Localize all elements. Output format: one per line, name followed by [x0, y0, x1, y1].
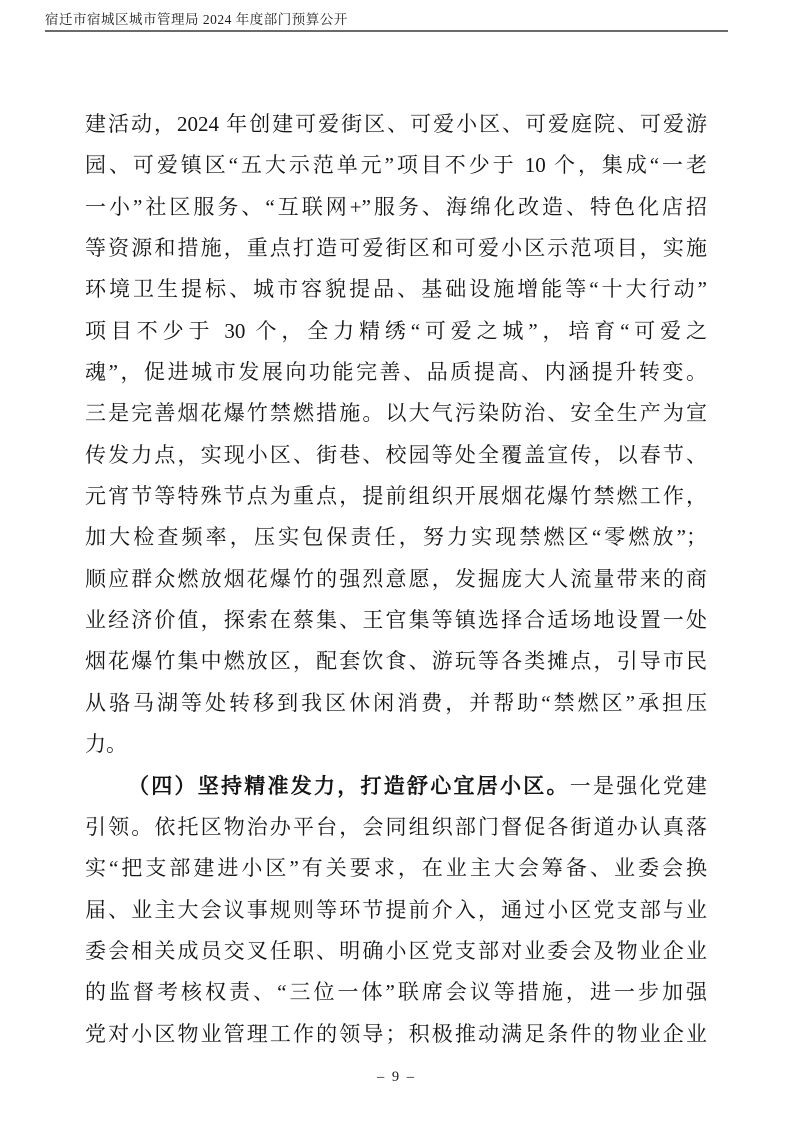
text-line — [85, 476, 707, 517]
text-run: 三是完善烟花爆竹禁燃措施。以大气污染防治、安全生产为宣 — [85, 401, 707, 426]
text-run: 魂”，促进城市发展向功能完善、品质提高、内涵提升转变。 — [85, 360, 707, 385]
text-run: 一是强化党建 — [569, 773, 707, 798]
text-run: 等资源和措施，重点打造可爱街区和可爱小区示范项目，实施 — [85, 236, 707, 261]
text-line — [85, 807, 707, 848]
text-line — [85, 641, 707, 682]
text-line — [85, 724, 707, 765]
text-run: 加大检查频率，压实包保责任，努力实现禁燃区“零燃放”； — [85, 525, 707, 550]
text-line — [85, 1014, 707, 1055]
text-line — [85, 890, 707, 931]
text-run: 传发力点，实现小区、街巷、校园等处全覆盖宣传，以春节、 — [85, 442, 707, 467]
text-run: 园、可爱镇区“五大示范单元”项目不少于 10 个，集成“一老 — [85, 153, 707, 178]
text-run: 建活动，2024 年创建可爱街区、可爱小区、可爱庭院、可爱游 — [85, 112, 707, 136]
text-line — [85, 517, 707, 558]
text-run: 环境卫生提标、城市容貌提品、基础设施增能等“十大行动” — [85, 277, 707, 302]
text-line — [85, 228, 707, 269]
text-line — [85, 683, 707, 724]
text-run: 力。 — [85, 732, 127, 757]
text-line — [85, 145, 707, 186]
text-run: 项目不少于 30 个，全力精绣“可爱之城”，培育“可爱之 — [85, 318, 707, 343]
header-rule — [45, 30, 728, 32]
page-footer — [0, 1068, 793, 1086]
header-title: 宿迁市宿城区城市管理局 2024 年度部门预算公开 — [45, 12, 348, 27]
text-line — [85, 931, 707, 972]
text-line — [85, 352, 707, 393]
text-line — [85, 972, 707, 1013]
text-run: 烟花爆竹集中燃放区，配套饮食、游玩等各类摊点，引导市民 — [85, 649, 707, 674]
text-run: 届、业主大会议事规则等环节提前介入，通过小区党支部与业 — [85, 897, 707, 922]
text-line — [85, 848, 707, 889]
page-header — [45, 12, 728, 32]
text-run-bold: （四）坚持精准发力，打造舒心宜居小区。 — [128, 773, 570, 798]
text-run: 实“把支部建进小区”有关要求，在业主大会筹备、业委会换 — [85, 856, 707, 881]
text-run: 党对小区物业管理工作的领导；积极推动满足条件的物业企业 — [85, 1021, 707, 1046]
text-run: 元宵节等特殊节点为重点，提前组织开展烟花爆竹禁燃工作， — [85, 484, 707, 509]
text-run: 引领。依托区物治办平台，会同组织部门督促各街道办认真落 — [85, 814, 707, 839]
text-run: 顺应群众燃放烟花爆竹的强烈意愿，发掘庞大人流量带来的商 — [85, 566, 707, 591]
text-line — [85, 435, 707, 476]
text-run: 业经济价值，探索在蔡集、王官集等镇选择合适场地设置一处 — [85, 608, 707, 633]
text-run: 一小”社区服务、“互联网+”服务、海绵化改造、特色化店招 — [85, 194, 707, 219]
text-line — [85, 766, 707, 807]
text-line — [85, 393, 707, 434]
text-line — [85, 559, 707, 600]
text-line — [85, 104, 707, 145]
text-run: 的监督考核权责、“三位一体”联席会议等措施，进一步加强 — [85, 980, 707, 1005]
text-run: 委会相关成员交叉任职、明确小区党支部对业委会及物业企业 — [85, 938, 707, 963]
text-line — [85, 311, 707, 352]
text-line — [85, 600, 707, 641]
text-line — [85, 269, 707, 310]
page-number: – 9 – — [377, 1069, 416, 1085]
document-body — [85, 104, 707, 1055]
text-line — [85, 187, 707, 228]
text-run: 从骆马湖等处转移到我区休闲消费，并帮助“禁燃区”承担压 — [85, 690, 707, 715]
